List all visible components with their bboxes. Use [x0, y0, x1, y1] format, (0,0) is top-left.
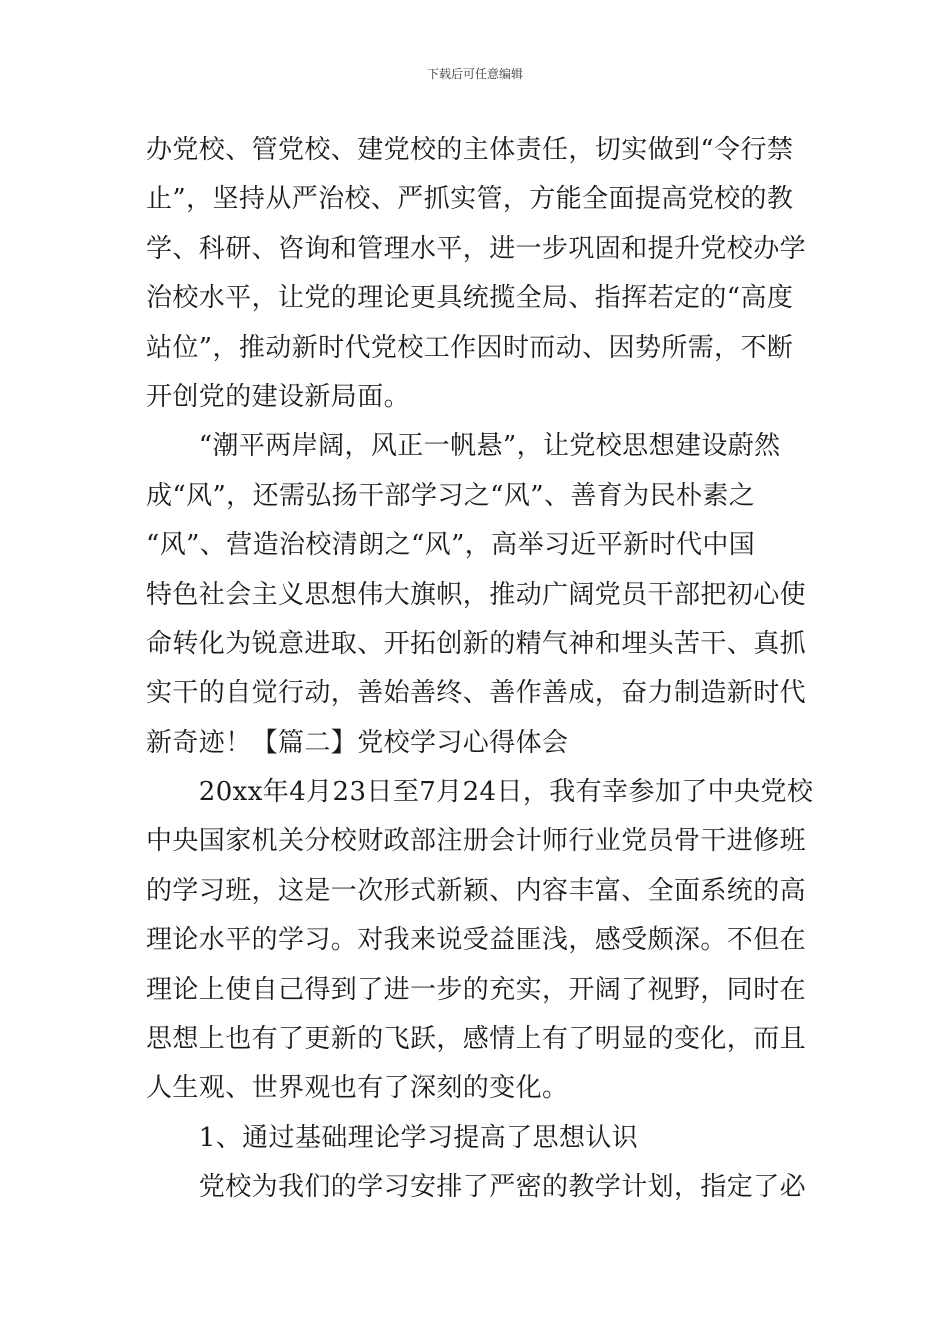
text-line: 治校水平，让党的理论更具统揽全局、指挥若定的“高度	[146, 283, 794, 314]
text-line: 止”，坚持从严治校、严抓实管，方能全面提高党校的教	[146, 184, 794, 215]
text-line: 中央国家机关分校财政部注册会计师行业党员骨干进修班	[146, 826, 807, 857]
text-line: 办党校、管党校、建党校的主体责任，切实做到“令行禁	[146, 135, 794, 165]
text-line: 20xx年4月23日至7月24日，我有幸参加了中央党校	[146, 777, 814, 808]
text-line: 实干的自觉行动，善始善终、善作善成，奋力制造新时代	[146, 678, 807, 709]
text-line: 学、科研、咨询和管理水平，进一步巩固和提升党校办学	[146, 233, 807, 264]
text-line: 特色社会主义思想伟大旗帜，推动广阔党员干部把初心使	[146, 579, 807, 610]
text-line: 理论上使自己得到了进一步的充实，开阔了视野，同时在	[146, 974, 807, 1005]
text-line: 新奇迹！【篇二】党校学习心得体会	[146, 727, 569, 758]
text-line: 命转化为锐意进取、开拓创新的精气神和埋头苦干、真抓	[146, 628, 807, 659]
section-heading: 1、通过基础理论学习提高了思想认识	[146, 1122, 639, 1153]
text-line: “风”、营造治校清朗之“风”，高举习近平新时代中国	[146, 530, 756, 561]
text-line: 成“风”，还需弘扬干部学习之“风”、善育为民朴素之	[146, 480, 756, 511]
document-body	[146, 126, 812, 1213]
page-header: 下载后可任意编辑	[426, 67, 523, 81]
text-line: 理论水平的学习。对我来说受益匪浅，感受颇深。不但在	[146, 925, 807, 956]
text-line: 思想上也有了更新的飞跃，感情上有了明显的变化，而且	[146, 1024, 807, 1055]
text-line: 人生观、世界观也有了深刻的变化。	[146, 1073, 569, 1104]
text-line: 开创党的建设新局面。	[146, 381, 411, 412]
text-line: 的学习班，这是一次形式新颖、内容丰富、全面系统的高	[146, 875, 807, 906]
text-line: 党校为我们的学习安排了严密的教学计划，指定了必	[146, 1172, 807, 1203]
text-line: “潮平两岸阔，风正一帆悬”，让党校思想建设蔚然	[146, 431, 781, 462]
text-line: 站位”，推动新时代党校工作因时而动、因势所需，不断	[146, 332, 794, 363]
